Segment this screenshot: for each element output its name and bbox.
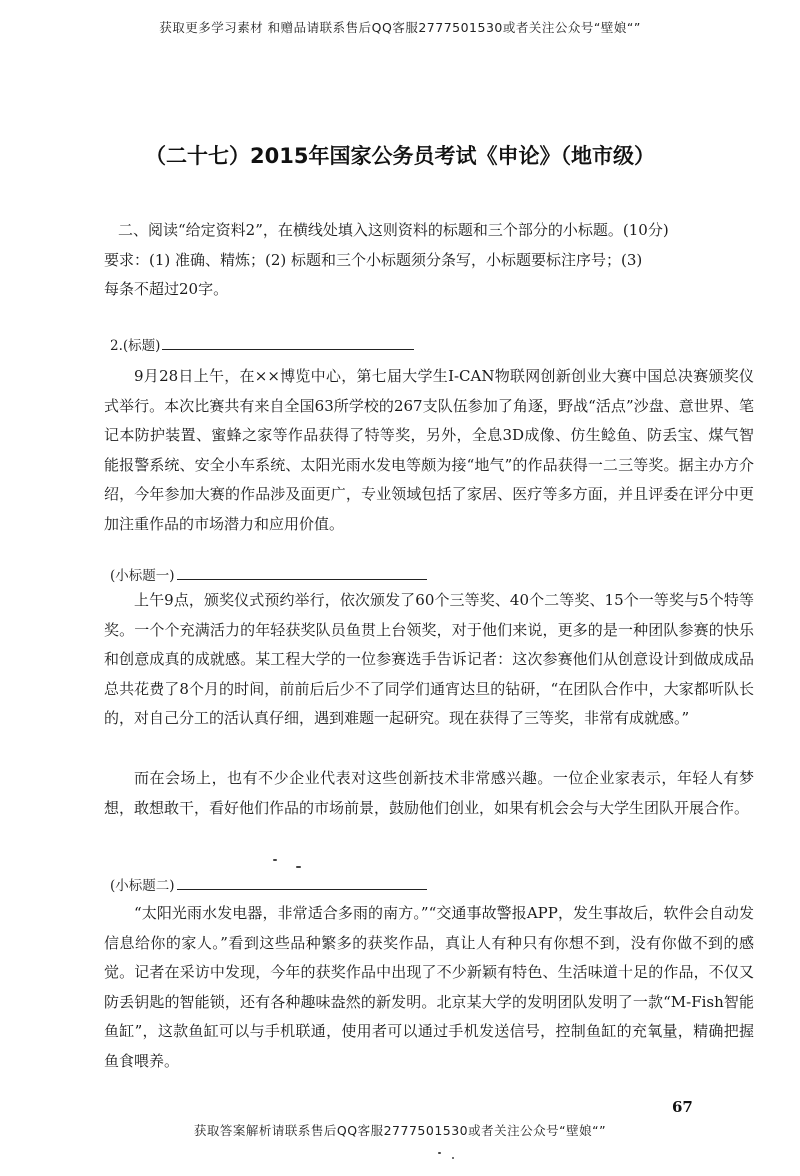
scan-speck	[296, 866, 301, 868]
subtitle-1-answer-blank[interactable]	[177, 578, 427, 580]
subtitle-2-answer-blank[interactable]	[177, 888, 427, 890]
paragraph-4: “太阳光雨水发电器，非常适合多雨的南方。”“交通事故警报APP，发生事故后，软件会自动发信息给你的家人。”看到这些品种繁多的获奖作品，真让人有种只有你想不到，没有你做不到的感觉。记者在采访中发现，今年的获奖作品中出现了不少新颖有特色、生活味道十足的作品，不仅又防丢钥匙的智能锁，还有各种趣味盎然的新发明。北京某大学的发明团队发明了一款“M-Fish智能鱼缸”，这款鱼缸可以与手机联通，使用者可以通过手机发送信号，控制鱼缸的充氧量，精确把握鱼食喂养。	[104, 904, 754, 1070]
question-line-2: 要求：(1) 准确、精炼；(2) 标题和三个小标题须分条写，小标题要标注序号；(3)	[104, 250, 643, 269]
subtitle-2-label: (小标题二)	[110, 878, 175, 894]
question-block	[104, 216, 754, 305]
subtitle-1-answer-row	[110, 564, 427, 584]
scan-speck	[273, 859, 277, 861]
title-label: 2.(标题)	[110, 338, 161, 354]
question-line-3: 每条不超过20字。	[104, 280, 229, 298]
scan-speck	[452, 1157, 454, 1159]
title-answer-row	[110, 334, 414, 354]
page-number: 67	[672, 1098, 693, 1116]
page-title: （二十七）2015年国家公务员考试《申论》（地市级）	[145, 144, 655, 168]
question-line-1: 二、阅读“给定资料2”，在横线处填入这则资料的标题和三个部分的小标题。(10分)	[118, 221, 669, 239]
paragraph-1: 9月28日上午，在××博览中心，第七届大学生I-CAN物联网创新创业大赛中国总决赛颁奖仪式举行。本次比赛共有来自全国63所学校的267支队伍参加了角逐，野战“活点”沙盘、意世界、笔记本防护装置、蜜蜂之家等作品获得了特等奖，另外，全息3D成像、仿生鲶鱼、防丢宝、煤气智能报警系统、安全小车系统、太阳光雨水发电等颇为接“地气”的作品获得一二三等奖。据主办方介绍，今年参加大赛的作品涉及面更广，专业领域包括了家居、医疗等多方面，并且评委在评分中更加注重作品的市场潜力和应用价值。	[104, 367, 754, 533]
scan-speck	[438, 1152, 441, 1154]
footer-note: 获取答案解析请联系售后QQ客服2777501530或者关注公众号“壁娘“”	[193, 1123, 607, 1138]
paragraph-2: 上午9点，颁奖仪式预约举行，依次颁发了60个三等奖、40个二等奖、15个一等奖与5个特等奖。一个个充满活力的年轻获奖队员鱼贯上台领奖，对于他们来说，更多的是一种团队参赛的快乐和创意成真的成就感。某工程大学的一位参赛选手告诉记者：这次参赛他们从创意设计到做成成品总共花费了8个月的时间，前前后后少不了同学们通宵达旦的钻研，“在团队合作中，大家都听队长的，对自己分工的活认真仔细，遇到难题一起研究。现在获得了三等奖，非常有成就感。”	[104, 591, 754, 727]
title-answer-blank[interactable]	[162, 348, 414, 350]
subtitle-1-label: (小标题一)	[110, 568, 175, 584]
subtitle-2-answer-row	[110, 874, 427, 894]
paragraph-3: 而在会场上，也有不少企业代表对这些创新技术非常感兴趣。一位企业家表示，年轻人有梦想，敢想敢干，看好他们作品的市场前景，鼓励他们创业，如果有机会会与大学生团队开展合作。	[104, 769, 754, 817]
header-note: 获取更多学习素材 和赠品请联系售后QQ客服2777501530或者关注公众号“壁娘“”	[159, 20, 641, 35]
